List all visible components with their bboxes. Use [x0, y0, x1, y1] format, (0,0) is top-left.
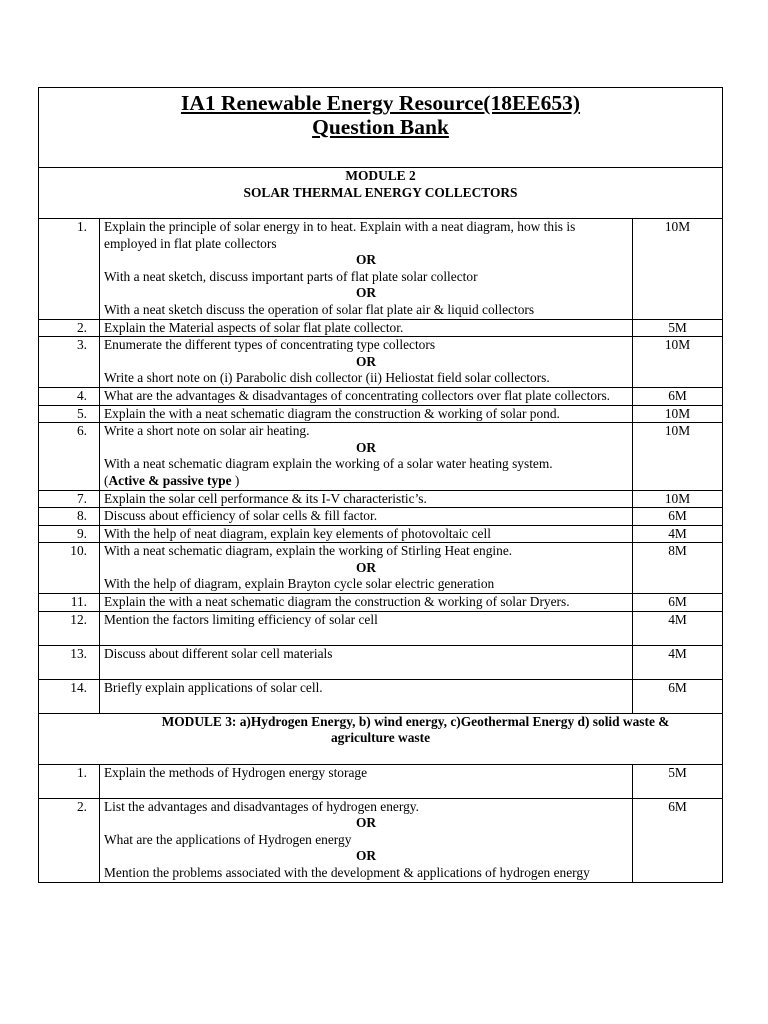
or-separator: OR: [355, 815, 377, 831]
question-part: With a neat sketch, discuss important parts of flat plate solar collector: [104, 268, 478, 284]
question-part: Write a short note on solar air heating.: [104, 423, 310, 439]
table-row: [39, 764, 723, 798]
question-number: 7.: [39, 490, 100, 508]
question-part: Enumerate the different types of concentrating type collectors: [104, 337, 436, 353]
marks: 8M: [633, 543, 723, 594]
module2-subtitle: SOLAR THERMAL ENERGY COLLECTORS: [243, 184, 518, 200]
table-row: [39, 645, 723, 679]
marks: 6M: [633, 679, 723, 713]
question-number: 14.: [39, 679, 100, 713]
question-text: Discuss about efficiency of solar cells & fill factor.: [100, 508, 633, 526]
marks: 4M: [633, 611, 723, 645]
question-number: 3.: [39, 337, 100, 388]
question-number: 10.: [39, 543, 100, 594]
question-text: [100, 219, 633, 320]
module3-title: MODULE 3: a)Hydrogen Energy, b) wind energy, c)Geothermal Energy d) solid waste &: [161, 713, 670, 729]
marks: 6M: [633, 798, 723, 882]
table-row: [39, 679, 723, 713]
question-number: 4.: [39, 387, 100, 405]
or-separator: OR: [355, 353, 377, 369]
question-text: [100, 798, 633, 882]
table-row: [39, 405, 723, 423]
marks: 10M: [633, 405, 723, 423]
module2-header-row: [39, 168, 723, 219]
table-row: [39, 337, 723, 388]
question-text: With the help of neat diagram, explain key elements of photovoltaic cell: [100, 525, 633, 543]
question-number: 2.: [39, 798, 100, 882]
question-number: 5.: [39, 405, 100, 423]
module2-label: MODULE 2: [345, 168, 416, 183]
marks: 10M: [633, 490, 723, 508]
question-number: 13.: [39, 645, 100, 679]
table-row: [39, 490, 723, 508]
question-part-note: [104, 473, 628, 490]
question-number: 2.: [39, 319, 100, 337]
marks: 10M: [633, 219, 723, 320]
question-part: List the advantages and disadvantages of hydrogen energy.: [104, 798, 419, 814]
question-table: [38, 87, 723, 883]
table-row: [39, 594, 723, 612]
marks: 4M: [633, 645, 723, 679]
question-text: Discuss about different solar cell materials: [100, 645, 633, 679]
bold-note: Active & passive type: [108, 472, 232, 488]
table-row: [39, 387, 723, 405]
table-row: [39, 543, 723, 594]
marks: 5M: [633, 764, 723, 798]
marks: 10M: [633, 423, 723, 490]
question-text: Explain the methods of Hydrogen energy storage: [100, 764, 633, 798]
marks: 6M: [633, 508, 723, 526]
question-number: 1.: [39, 764, 100, 798]
marks: 6M: [633, 594, 723, 612]
marks: 6M: [633, 387, 723, 405]
question-number: 11.: [39, 594, 100, 612]
table-row: [39, 798, 723, 882]
page-title: IA1 Renewable Energy Resource(18EE653): [180, 91, 581, 115]
table-row: [39, 611, 723, 645]
paren-close: ): [231, 472, 240, 488]
question-text: Explain the Material aspects of solar flat plate collector.: [100, 319, 633, 337]
or-separator: OR: [355, 439, 377, 455]
module3-header: [39, 713, 723, 764]
question-text: Explain the with a neat schematic diagram the construction & working of solar Dryers.: [100, 594, 633, 612]
question-part: What are the applications of Hydrogen energy: [104, 831, 352, 847]
table-row: [39, 423, 723, 490]
question-text: Mention the factors limiting efficiency of solar cell: [100, 611, 633, 645]
question-number: 12.: [39, 611, 100, 645]
question-part: Write a short note on (i) Parabolic dish collector (ii) Heliostat field solar collectors.: [104, 370, 550, 386]
table-row: [39, 319, 723, 337]
module2-header: [39, 168, 723, 219]
or-separator: OR: [355, 848, 377, 864]
marks: 10M: [633, 337, 723, 388]
question-text: Briefly explain applications of solar cell.: [100, 679, 633, 713]
module3-header-row: [39, 713, 723, 764]
question-text: [100, 543, 633, 594]
question-part: With a neat schematic diagram explain the working of a solar water heating system.: [104, 456, 553, 472]
question-part: With a neat sketch discuss the operation of solar flat plate air & liquid collectors: [104, 301, 535, 317]
question-text: [100, 423, 633, 490]
question-bank-document: [38, 87, 722, 883]
paren-open: (: [104, 472, 109, 488]
question-text: Explain the solar cell performance & its I-V characteristic’s.: [100, 490, 633, 508]
question-part: Mention the problems associated with the development & applications of hydrogen energy: [104, 865, 590, 881]
page-subtitle: Question Bank: [312, 115, 449, 139]
question-part: With the help of diagram, explain Brayton cycle solar electric generation: [104, 576, 495, 592]
or-separator: OR: [355, 559, 377, 575]
question-number: 6.: [39, 423, 100, 490]
question-number: 1.: [39, 219, 100, 320]
table-row: [39, 525, 723, 543]
question-part: With a neat schematic diagram, explain the working of Stirling Heat engine.: [104, 543, 513, 559]
question-text: [100, 337, 633, 388]
question-number: 9.: [39, 525, 100, 543]
table-row: [39, 219, 723, 320]
question-text: Explain the with a neat schematic diagram the construction & working of solar pond.: [100, 405, 633, 423]
title-row: [39, 88, 723, 168]
marks: 4M: [633, 525, 723, 543]
question-text: What are the advantages & disadvantages of concentrating collectors over flat plate collectors.: [100, 387, 633, 405]
or-separator: OR: [355, 252, 377, 268]
or-separator: OR: [355, 285, 377, 301]
title-cell: [39, 88, 723, 168]
module3-title-cont: agriculture waste: [330, 730, 431, 746]
marks: 5M: [633, 319, 723, 337]
question-number: 8.: [39, 508, 100, 526]
table-row: [39, 508, 723, 526]
question-part: Explain the principle of solar energy in to heat. Explain with a neat diagram, how this is employed in flat plate collectors: [104, 219, 576, 251]
